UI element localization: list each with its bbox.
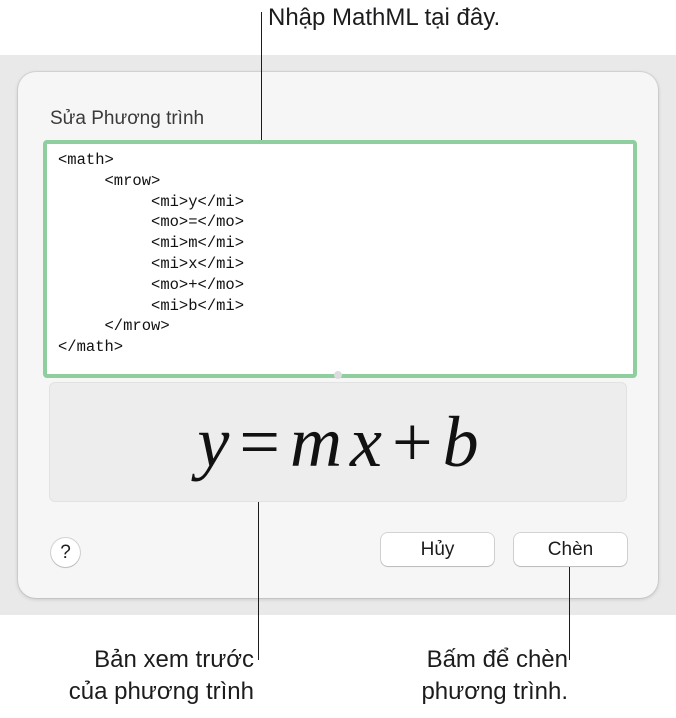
preview-callout-line2: của phương trình <box>68 678 254 705</box>
insert-button[interactable]: Chèn <box>514 533 627 566</box>
preview-var-y: y <box>197 402 230 482</box>
preview-callout-line1: Bản xem trước <box>94 646 254 673</box>
preview-callout-line <box>258 502 259 660</box>
insert-callout-line2: phương trình. <box>421 678 568 705</box>
preview-var-m: m <box>290 402 342 482</box>
preview-var-x: x <box>350 402 382 482</box>
mathml-editor[interactable] <box>43 140 637 378</box>
preview-callout-text <box>69 644 254 708</box>
dialog-title: Sửa Phương trình <box>50 108 205 129</box>
mathml-text[interactable]: <math> <mrow> <mi>y</mi> <mo>=</mo> <mi>m</mi> <mi>x</mi> <mo>+</mo> <mi>b</mi> </mrow> </math> <box>58 151 245 357</box>
resize-handle[interactable] <box>334 371 342 379</box>
preview-op-plus: + <box>391 402 433 482</box>
editor-callout-text: Nhập MathML tại đây. <box>268 4 501 31</box>
preview-equation <box>197 402 479 482</box>
preview-var-b: b <box>442 402 479 482</box>
insert-callout-text <box>421 644 568 708</box>
help-button[interactable]: ? <box>51 538 80 567</box>
insert-callout-line1: Bấm để chèn <box>426 646 568 673</box>
edit-equation-dialog <box>18 72 658 598</box>
equation-preview <box>49 382 627 502</box>
preview-op-equals: = <box>239 402 280 482</box>
editor-callout-line <box>261 12 262 140</box>
insert-callout-line <box>569 567 570 660</box>
cancel-button[interactable]: Hủy <box>381 533 494 566</box>
